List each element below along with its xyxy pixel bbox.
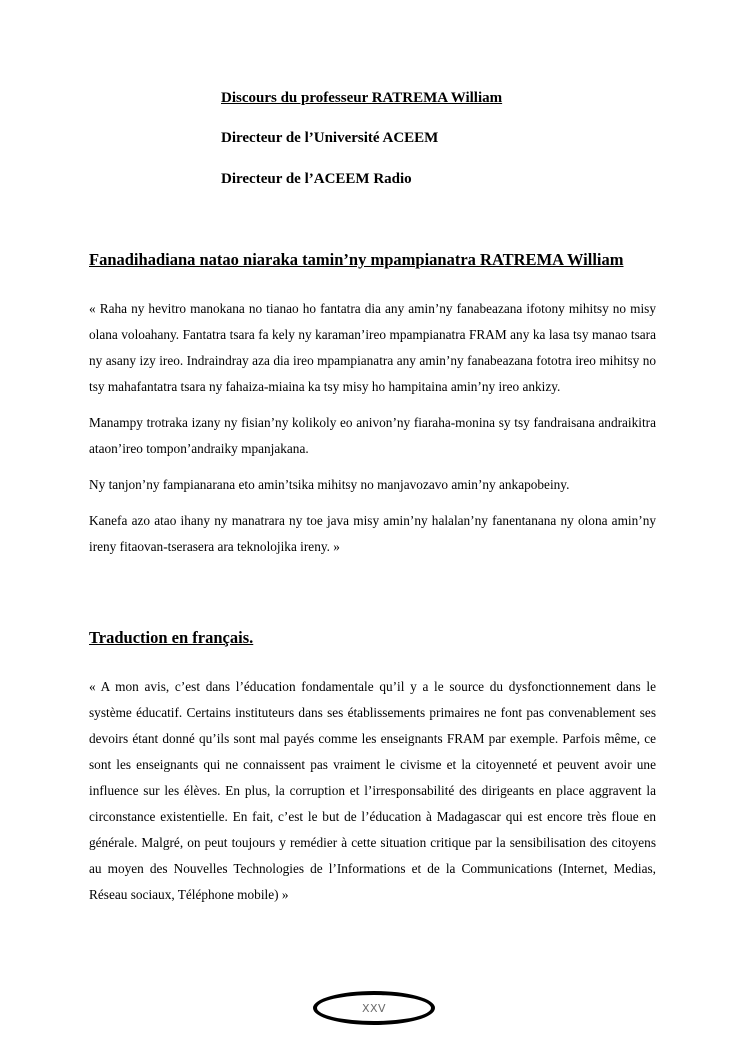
french-paragraph: « A mon avis, c’est dans l’éducation fondamentale qu’il y a le source du dysfonctionnement dans le système éducatif. Certains instituteurs dans ses établissements primaires ne font pas convenablement ses devoirs étant donné qu’ils sont mal payés comme les enseignants FRAM par exemple. Parfois même, ce sont les enseignants qui ne connaissent pas vraiment le civisme et la citoyenneté et peuvent avoir une influence sur les élèves. En plus, la corruption et l’irresponsabilité des dirigeants en place aggravent la circonstance existentielle. En fait, c’est le but de l’éducation à Madagascar qui est encore très floue en générale. Malgré, on peut toujours y remédier à cette situation critique par la sensibilisation des citoyens au moyen des Nouvelles Technologies de l’Informations et de la Communications (Internet, Medias, Réseau sociaux, Téléphone mobile) » [89, 679, 656, 902]
speaker-title-radio: Directeur de l’ACEEM Radio [221, 171, 412, 187]
speaker-name: Discours du professeur RATREMA William [221, 90, 503, 106]
speech-header [221, 88, 502, 189]
french-section-title: Traduction en français. [89, 628, 254, 647]
malagasy-section [89, 250, 656, 560]
malagasy-paragraph: Ny tanjon’ny fampianarana eto amin’tsika mihitsy no manjavozavo amin’ny ankapobeiny. [89, 477, 570, 492]
french-section [89, 628, 656, 908]
malagasy-paragraph: « Raha ny hevitro manokana no tianao ho fantatra dia any amin’ny fanabeazana ifotony mihitsy no misy olana voloahany. Fantatra tsara fa kely ny karaman’ireo mpampianatra FRAM any ka lasa tsy manao tsara ny asany izy ireo. Indraindray aza dia ireo mpampianatra any amin’ny fanabeazana fototra ireo mihitsy no tsy mahafantatra tsara ny fahaiza-miaina ka tsy misy ho hampitaina amin’ny ireo ankizy. [89, 301, 656, 394]
page-number: XXV [361, 1001, 387, 1015]
page-number-badge [313, 991, 435, 1025]
speaker-title-university: Directeur de l’Université ACEEM [221, 130, 439, 146]
malagasy-paragraph: Kanefa azo atao ihany ny manatrara ny toe java misy amin’ny halalan’ny fanentanana ny olona amin’ny ireny fitaovan-tserasera ara teknolojika ireny. » [89, 513, 656, 554]
malagasy-section-title: Fanadihadiana natao niaraka tamin’ny mpampianatra RATREMA William [89, 250, 624, 269]
malagasy-paragraph: Manampy trotraka izany ny fisian’ny kolikoly eo anivon’ny fiaraha-monina sy tsy fandraisana andraikitra ataon’ireo tompon’andraiky mpanjakana. [89, 415, 656, 456]
